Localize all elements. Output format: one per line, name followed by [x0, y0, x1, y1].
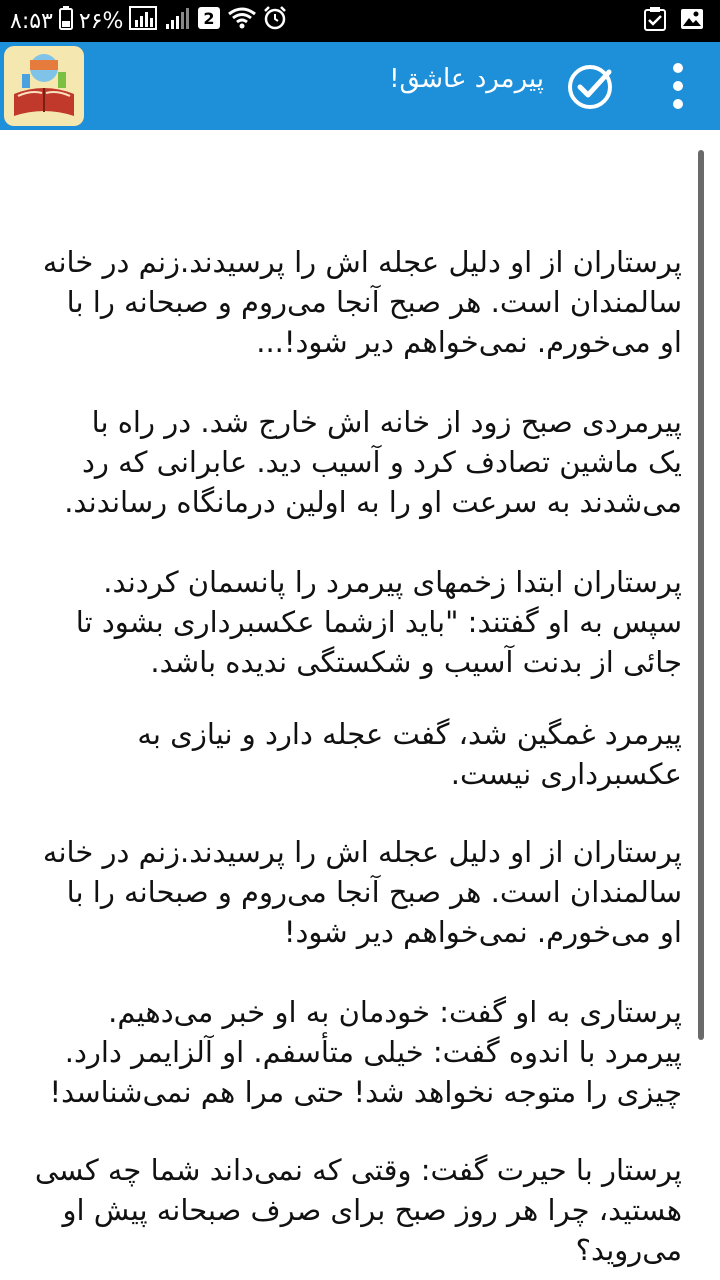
notification-count-icon: [197, 6, 221, 36]
cellular-signal-icon: [165, 6, 191, 36]
status-right-group: [644, 8, 704, 34]
overflow-menu-button[interactable]: [658, 60, 698, 112]
app-logo[interactable]: [4, 46, 84, 126]
status-time: ۸:۵۳: [10, 8, 53, 34]
story-paragraph: پرستاران ابتدا زخمهای پیرمرد را پانسمان کردند. سپس به او گفتند: "باید ازشما عکسبرداری بشود تا جائی از بدنت آسیب و شکستگی ندیده باشد.: [75, 565, 682, 679]
mark-read-button[interactable]: [565, 62, 615, 112]
page-title: پیرمرد عاشق!: [389, 64, 544, 94]
notification-count: 2: [203, 9, 215, 28]
image-icon: [680, 7, 704, 35]
story-paragraph: پرستاران از او دلیل عجله اش را پرسیدند.زنم در خانه سالمندان است. هر صبح آنجا می‌روم و صبحانه را با او می‌خورم. نمی‌خواهم دیر شود!: [42, 835, 682, 949]
story-paragraph: پرستاری به او گفت: خودمان به او خبر می‌دهیم. پیرمرد با اندوه گفت: خیلی متأسفم. او آلزایمر دارد. چیزی را متوجه نخواهد شد! حتی مرا هم نمی‌شناسد!: [49, 995, 682, 1109]
app-bar: [0, 42, 720, 130]
status-left-group: [10, 8, 287, 34]
task-check-icon: [644, 7, 666, 35]
scrollbar[interactable]: [698, 150, 704, 1040]
battery-percent: ۲۶%: [78, 8, 124, 34]
battery-icon: [59, 6, 73, 36]
story-paragraph: پیرمرد غمگین شد، گفت عجله دارد و نیازی به عکسبرداری نیست.: [137, 717, 682, 791]
check-circle-icon: [565, 62, 615, 112]
wifi-icon: [227, 6, 257, 36]
status-bar: [0, 0, 720, 42]
more-vertical-icon: [658, 60, 698, 112]
story-paragraph: پیرمردی صبح زود از خانه اش خارج شد. در راه با یک ماشین تصادف کرد و آسیب دید. عابرانی که رد می‌شدند به سرعت او را به اولین درمانگاه رساندند.: [64, 405, 682, 519]
story-paragraph: پرستار با حیرت گفت: وقتی که نمی‌داند شما چه کسی هستید، چرا هر روز صبح برای صرف صبحانه پیش او می‌روید؟: [34, 1153, 682, 1267]
signal-chart-icon: [129, 6, 159, 36]
alarm-icon: [263, 6, 287, 36]
story-paragraph: پرستاران از او دلیل عجله اش را پرسیدند.زنم در خانه سالمندان است. هر صبح آنجا می‌روم و صبحانه را با او می‌خورم. نمی‌خواهم دیر شود!...: [42, 245, 682, 359]
